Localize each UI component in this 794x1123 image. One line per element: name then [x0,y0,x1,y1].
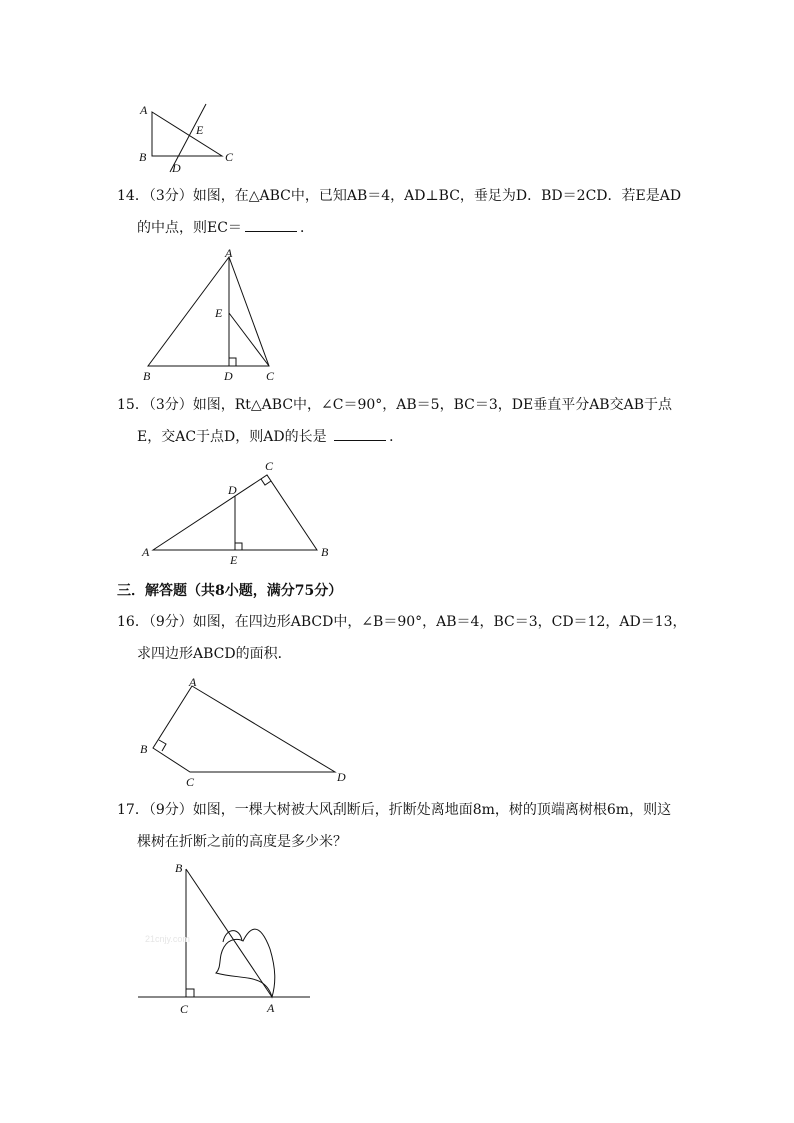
label-B: B [175,861,183,875]
label-D: D [337,770,346,784]
answer-blank [245,219,297,232]
answer-blank [334,428,386,441]
question-14-line1: 14．（3分）如图，在△ABC中，已知AB＝4，AD⊥BC，垂足为D．BD＝2CD．若E是AD [117,188,682,204]
label-C: C [225,150,234,164]
label-D: D [228,483,237,497]
label-B: B [143,369,151,383]
question-15-period: ． [389,429,404,445]
label-A: A [225,246,233,260]
watermark: 21cnjy.com [145,934,190,944]
question-17-line1: 17．（9分）如图，一棵大树被大风刮断后，折断处离地面8m，树的顶端离树根6m，则这 [117,802,672,818]
label-E: E [215,306,223,320]
question-16-line2: 求四边形ABCD的面积． [137,646,292,662]
question-14-period: ． [299,220,314,236]
figure-q16 [135,670,355,790]
label-D: D [172,161,181,175]
label-D: D [224,369,233,383]
question-15 [117,389,687,453]
label-C: C [266,369,275,383]
question-16 [117,606,687,670]
tree-crown-icon [216,929,275,997]
figure-q14 [135,243,295,388]
label-B: B [140,742,148,756]
figure-q13 [130,98,240,178]
label-A: A [142,545,150,559]
label-E: E [196,123,204,137]
label-A: A [267,1001,275,1015]
section-heading: 三．解答题（共8小题，满分75分） [117,583,343,599]
label-B: B [139,150,147,164]
question-14 [117,180,687,244]
question-17-line2: 棵树在折断之前的高度是多少米？ [137,834,347,850]
question-14-text: 的中点，则EC＝ [137,220,242,236]
label-C: C [180,1002,189,1016]
question-15-text: E，交AC于点D，则AD的长是 [137,429,327,445]
question-15-line2 [117,421,687,453]
label-A: A [189,675,197,689]
label-E: E [230,553,238,567]
question-16-line1: 16．（9分）如图，在四边形ABCD中，∠B＝90°，AB＝4，BC＝3，CD＝12，AD＝13， [117,614,687,630]
figure-q15 [135,455,345,570]
label-C: C [186,775,195,789]
question-15-line1: 15．（3分）如图，Rt△ABC中，∠C＝90°，AB＝5，BC＝3，DE垂直平分AB交AB于点 [117,397,672,413]
question-14-line2 [117,212,687,244]
question-17 [117,794,687,858]
label-C: C [265,459,274,473]
label-A: A [140,103,148,117]
label-B: B [321,545,329,559]
